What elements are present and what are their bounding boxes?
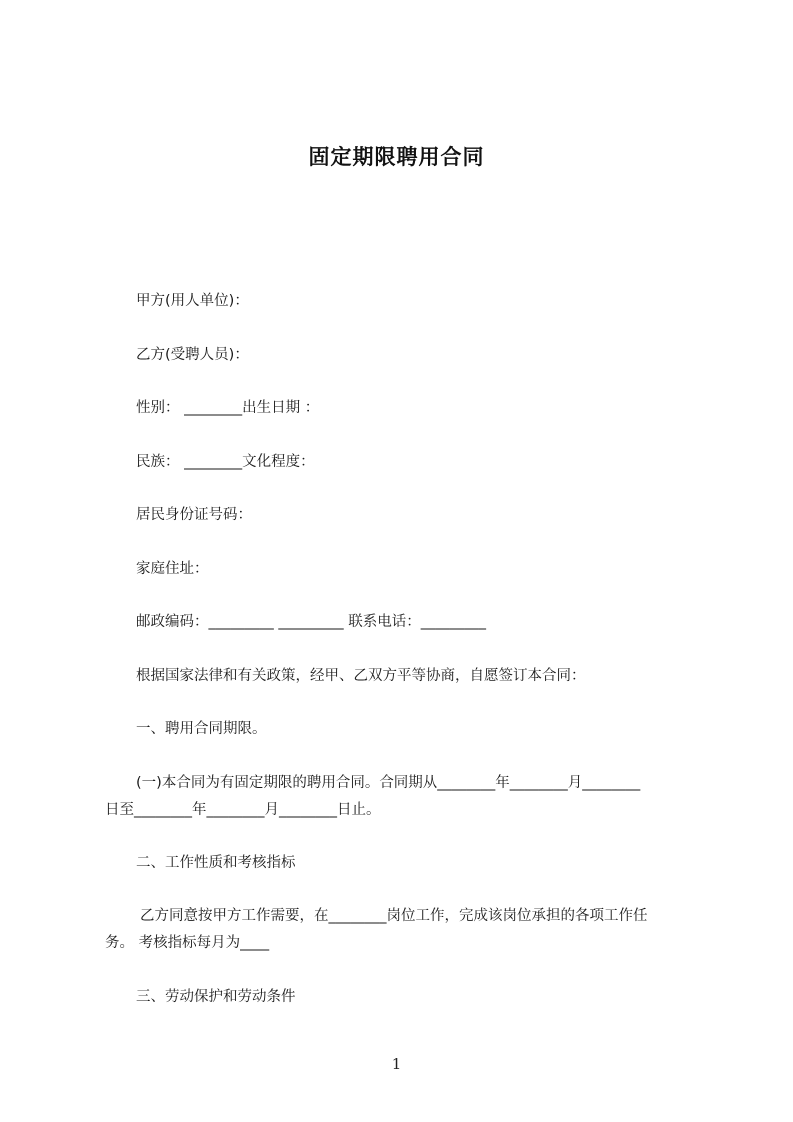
section1-item1-line1: (一)本合同为有固定期限的聘用合同。合同期从________年________月________ — [136, 775, 641, 791]
section3-heading: 三、劳动保护和劳动条件 — [136, 989, 296, 1005]
section1-heading: 一、聘用合同期限。 — [136, 721, 267, 737]
gender-birth-line: 性别： ________出生日期 ： — [136, 400, 320, 416]
preamble-paragraph: 根据国家法律和有关政策，经甲、乙双方平等协商，自愿签订本合同： — [136, 668, 586, 684]
section2-heading: 二、工作性质和考核指标 — [136, 855, 296, 871]
postal-phone-line: 邮政编码：_________ _________ 联系电话：_________ — [136, 614, 486, 630]
home-address-line: 家庭住址： — [136, 561, 209, 577]
party-b-line: 乙方(受聘人员)： — [136, 347, 249, 363]
document-title: 固定期限聘用合同 — [308, 145, 485, 169]
party-a-line: 甲方(用人单位)： — [136, 293, 249, 309]
page-number: 1 — [391, 1055, 402, 1073]
id-number-line: 居民身份证号码： — [136, 507, 252, 523]
section2-body-line2: 务。 考核指标每月为____ — [105, 935, 270, 951]
ethnicity-education-line: 民族： ________文化程度： — [136, 454, 315, 470]
section2-body-line1: 乙方同意按甲方工作需要，在________岗位工作，完成该岗位承担的各项工作任 — [140, 908, 648, 924]
section1-item1-line2: 日至________年________月________日止。 — [105, 802, 381, 818]
